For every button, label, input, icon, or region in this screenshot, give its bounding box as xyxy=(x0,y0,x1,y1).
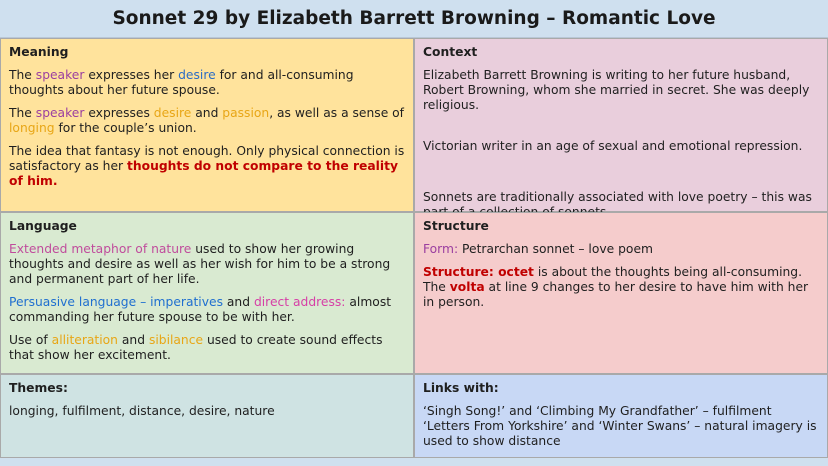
themes-section xyxy=(0,374,414,458)
text: expresses xyxy=(84,106,154,120)
keyword-octet: Structure: octet xyxy=(423,265,534,279)
structure-paragraph-1 xyxy=(423,242,819,257)
meaning-paragraph-2 xyxy=(9,106,405,136)
keyword-persuasive-language: Persuasive language – imperatives xyxy=(9,295,223,309)
text: , as well as a sense of xyxy=(269,106,405,120)
text: and xyxy=(191,106,223,120)
keyword-sibilance: sibilance xyxy=(148,333,204,347)
structure-heading: Structure xyxy=(423,219,489,233)
context-section xyxy=(414,38,828,212)
context-paragraph-1: Elizabeth Barrett Browning is writing to her future husband, Robert Browning, whom she married in secret. She was deeply religious. xyxy=(423,68,810,112)
language-paragraph-3 xyxy=(9,333,405,363)
keyword-speaker: speaker xyxy=(35,106,85,120)
text: expresses her xyxy=(84,68,179,82)
structure-section xyxy=(414,212,828,374)
keyword-longing: longing xyxy=(9,121,55,135)
keyword-desire: desire xyxy=(153,106,192,120)
meaning-heading: Meaning xyxy=(9,45,69,59)
keyword-extended-metaphor: Extended metaphor of nature xyxy=(9,242,192,256)
text: is about the thoughts being all-consuming. The xyxy=(423,265,802,294)
text: for the couple’s union. xyxy=(54,121,197,135)
themes-text: longing, fulfilment, distance, desire, nature xyxy=(9,404,275,418)
keyword-speaker: speaker xyxy=(35,68,85,82)
keyword-form: Form: xyxy=(423,242,459,256)
links-line-1: ‘Singh Song!’ and ‘Climbing My Grandfather’ – fulfilment xyxy=(423,404,772,418)
context-heading: Context xyxy=(423,45,478,59)
context-paragraph-2: Victorian writer in an age of sexual and emotional repression. xyxy=(423,139,803,153)
text: The idea that fantasy is not enough. Only physical connection is satisfactory as her xyxy=(9,144,405,173)
keyword-passion: passion xyxy=(222,106,270,120)
text: The xyxy=(9,106,36,120)
links-heading: Links with: xyxy=(423,381,499,395)
language-paragraph-2 xyxy=(9,295,405,325)
text: and xyxy=(222,295,254,309)
text: Use of xyxy=(9,333,52,347)
language-section xyxy=(0,212,414,374)
keyword-alliteration: alliteration xyxy=(51,333,118,347)
keyword-direct-address: direct address: xyxy=(253,295,346,309)
language-paragraph-1 xyxy=(9,242,405,287)
text: at line 9 changes to her desire to have him with her in person. xyxy=(423,280,809,309)
meaning-section xyxy=(0,38,414,212)
meaning-paragraph-1 xyxy=(9,68,405,98)
text: almost commanding her future spouse to be with her. xyxy=(9,295,392,324)
footer-bar xyxy=(0,458,828,466)
keyword-volta: volta xyxy=(449,280,485,294)
links-line-2: ‘Letters From Yorkshire’ and ‘Winter Swans’ – natural imagery is used to show distance xyxy=(423,419,817,448)
text: used to show her growing thoughts and desire as well as her wish for him to be a strong and permanent part of her life. xyxy=(9,242,391,286)
language-heading: Language xyxy=(9,219,77,233)
text: and xyxy=(117,333,149,347)
themes-heading: Themes: xyxy=(9,381,68,395)
structure-paragraph-2 xyxy=(423,265,819,310)
keyword-reality: thoughts do not compare to the reality of him. xyxy=(9,159,398,188)
text: used to create sound effects that show her excitement. xyxy=(9,333,383,362)
context-paragraph-3: Sonnets are traditionally associated with love poetry – this was xyxy=(423,190,812,204)
text: The xyxy=(9,68,36,82)
page-title: Sonnet 29 by Elizabeth Barrett Browning – Romantic Love xyxy=(0,0,828,38)
text: Petrarchan sonnet – love poem xyxy=(458,242,654,256)
keyword-desire: desire xyxy=(178,68,216,82)
meaning-paragraph-3 xyxy=(9,144,405,189)
text: for and all-consuming thoughts about her future spouse. xyxy=(9,68,354,97)
links-section xyxy=(414,374,828,458)
